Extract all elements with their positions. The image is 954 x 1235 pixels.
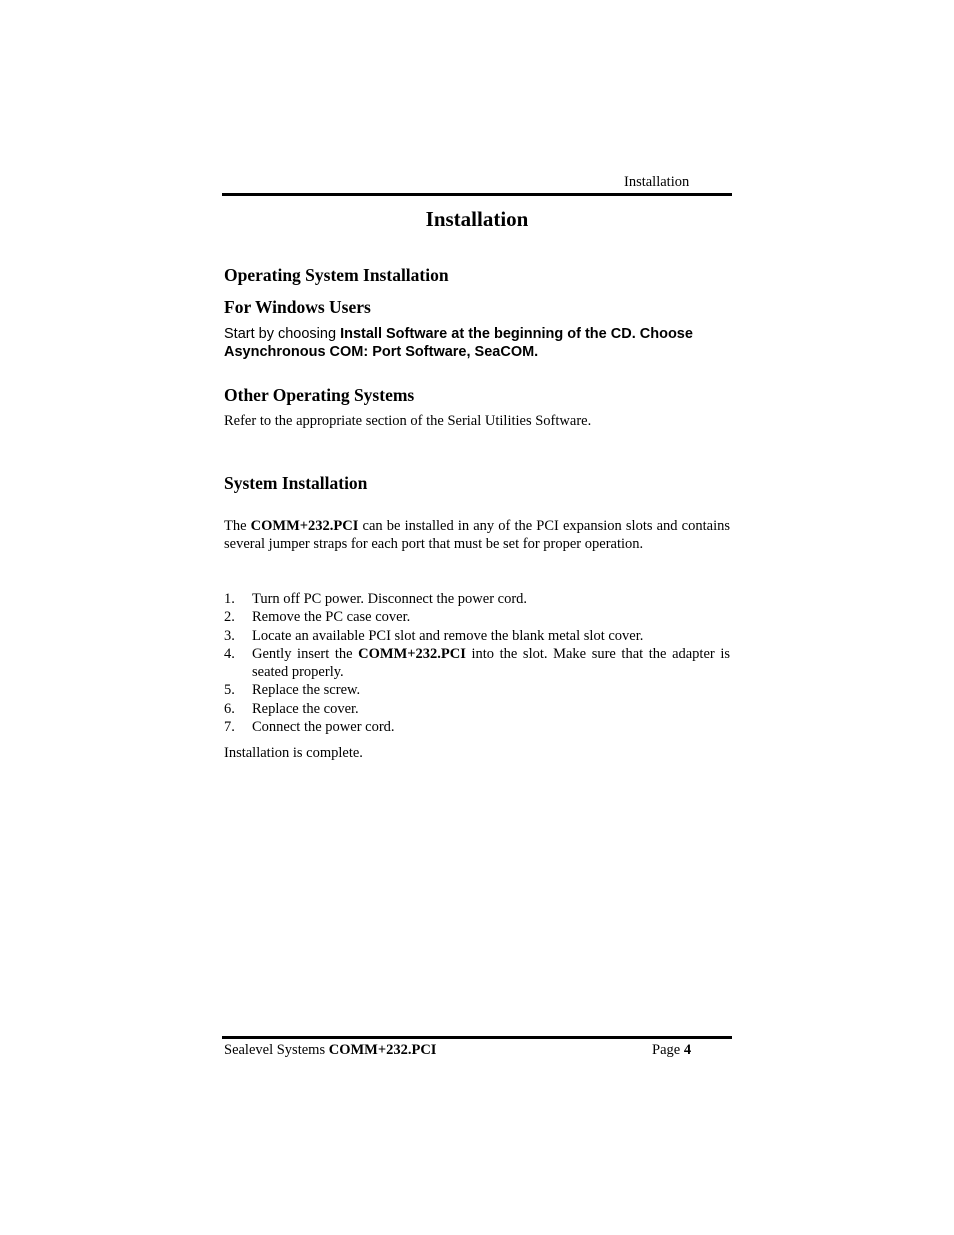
step-text: Turn off PC power. Disconnect the power cord. — [252, 591, 528, 607]
list-item — [224, 590, 730, 608]
page-number-value: 4 — [683, 1042, 692, 1058]
step-number: 5. — [224, 682, 235, 699]
page-title: Installation — [425, 207, 529, 231]
footer-product — [224, 1042, 436, 1059]
system-install-intro — [224, 517, 730, 553]
windows-instructions-bold: Install Software at the beginning of the CD. Choose Asynchronous COM: Port Software, SeaCOM. — [224, 326, 693, 360]
heading-other-os: Other Operating Systems — [224, 385, 415, 405]
intro-suffix: can be installed in any of the PCI expansion slots and contains several jumper straps for each port that must be set for proper operation. — [224, 518, 730, 552]
step-text: Locate an available PCI slot and remove the blank metal slot cover. — [252, 627, 644, 644]
step-number: 6. — [224, 700, 235, 717]
step-number: 1. — [224, 591, 235, 607]
list-item — [224, 718, 730, 736]
heading-windows-users: For Windows Users — [224, 297, 371, 317]
step-number: 2. — [224, 609, 235, 626]
step-number: 7. — [224, 719, 235, 736]
footer-rule — [222, 1036, 732, 1039]
step-text: Remove the PC case cover. — [252, 609, 411, 626]
installation-complete-text: Installation is complete. — [224, 745, 363, 761]
installation-steps — [224, 590, 730, 736]
list-item — [224, 645, 730, 682]
windows-instructions — [224, 325, 730, 361]
step-product: COMM+232.PCI — [358, 645, 466, 662]
step-text: Replace the screw. — [252, 682, 361, 699]
list-item — [224, 608, 730, 626]
step-text-suffix: into the slot. Make sure that the adapter is seated properly. — [252, 645, 730, 681]
page-label: Page — [652, 1042, 684, 1058]
step-text: Connect the power cord. — [252, 719, 395, 736]
heading-os-installation: Operating System Installation — [224, 265, 449, 285]
intro-product: COMM+232.PCI — [250, 518, 359, 534]
step-text-prefix: Gently insert the — [252, 645, 359, 662]
page-number — [652, 1042, 691, 1059]
other-os-text: Refer to the appropriate section of the Serial Utilities Software. — [224, 413, 592, 429]
intro-prefix: The — [224, 518, 251, 534]
step-number: 3. — [224, 627, 235, 644]
step-number: 4. — [224, 645, 235, 662]
header-rule — [222, 193, 732, 196]
list-item — [224, 700, 730, 718]
heading-system-installation: System Installation — [224, 473, 368, 493]
list-item — [224, 627, 730, 645]
footer-company: Sealevel Systems — [224, 1042, 329, 1058]
step-text: Replace the cover. — [252, 700, 359, 717]
running-header: Installation — [624, 174, 690, 190]
footer-product-name: COMM+232.PCI — [328, 1042, 437, 1058]
windows-instructions-prefix: Start by choosing — [224, 326, 341, 342]
list-item — [224, 681, 730, 699]
